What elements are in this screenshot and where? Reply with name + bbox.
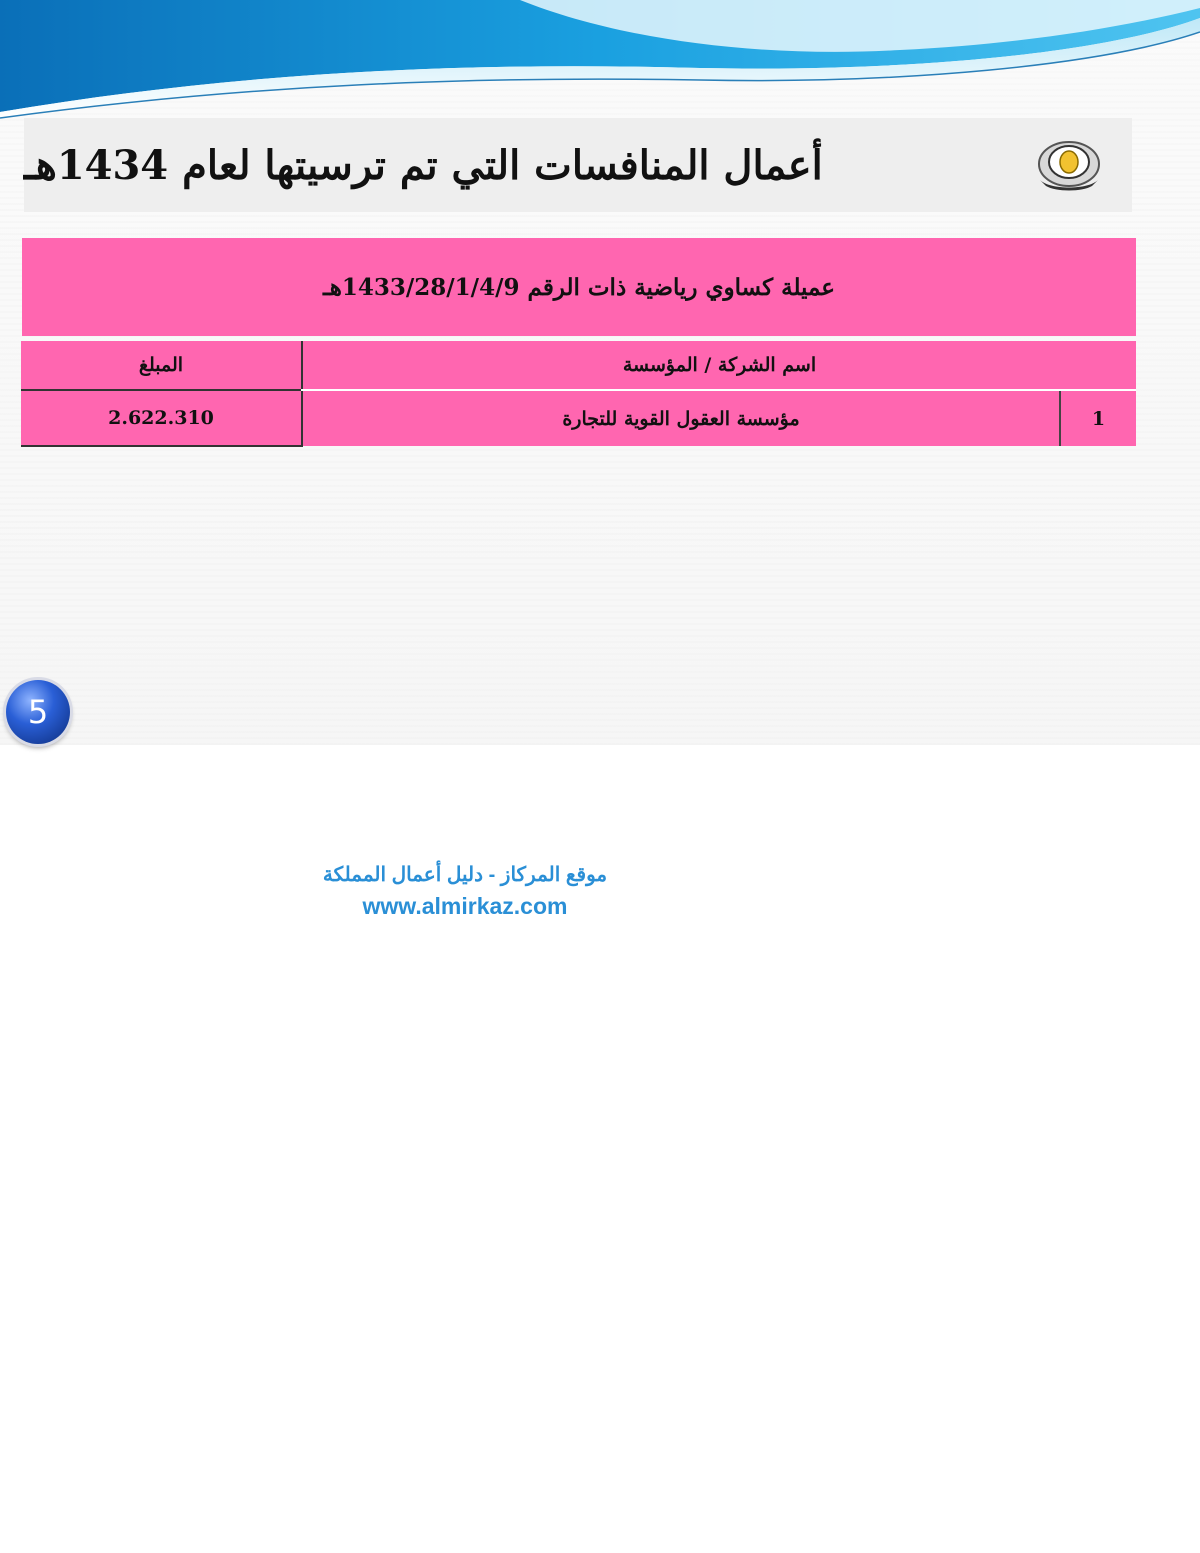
column-header-company: اسم الشركة / المؤسسة — [302, 341, 1136, 390]
page-title: أعمال المنافسات التي تم ترسيتها لعام 1434هـ — [24, 141, 823, 189]
awards-table — [21, 341, 1136, 447]
title-bar — [24, 118, 1132, 212]
footer-site-name: موقع المركاز - دليل أعمال المملكة — [322, 864, 608, 886]
row-company: مؤسسة العقول القوية للتجارة — [302, 390, 1060, 446]
footer — [300, 862, 630, 920]
header-wave — [0, 0, 1200, 130]
table-header-row — [21, 341, 1136, 390]
emblem-icon — [1032, 134, 1106, 194]
slide — [0, 0, 1200, 745]
page-number-badge: 5 — [6, 680, 70, 744]
footer-url[interactable]: www.almirkaz.com — [362, 893, 568, 919]
row-amount: 2.622.310 — [21, 390, 302, 446]
tender-header: عميلة كساوي رياضية ذات الرقم 1433/28/1/4/9هـ — [22, 238, 1136, 336]
row-index: 1 — [1060, 390, 1136, 446]
table-row — [21, 390, 1136, 446]
column-header-amount: المبلغ — [21, 341, 302, 390]
